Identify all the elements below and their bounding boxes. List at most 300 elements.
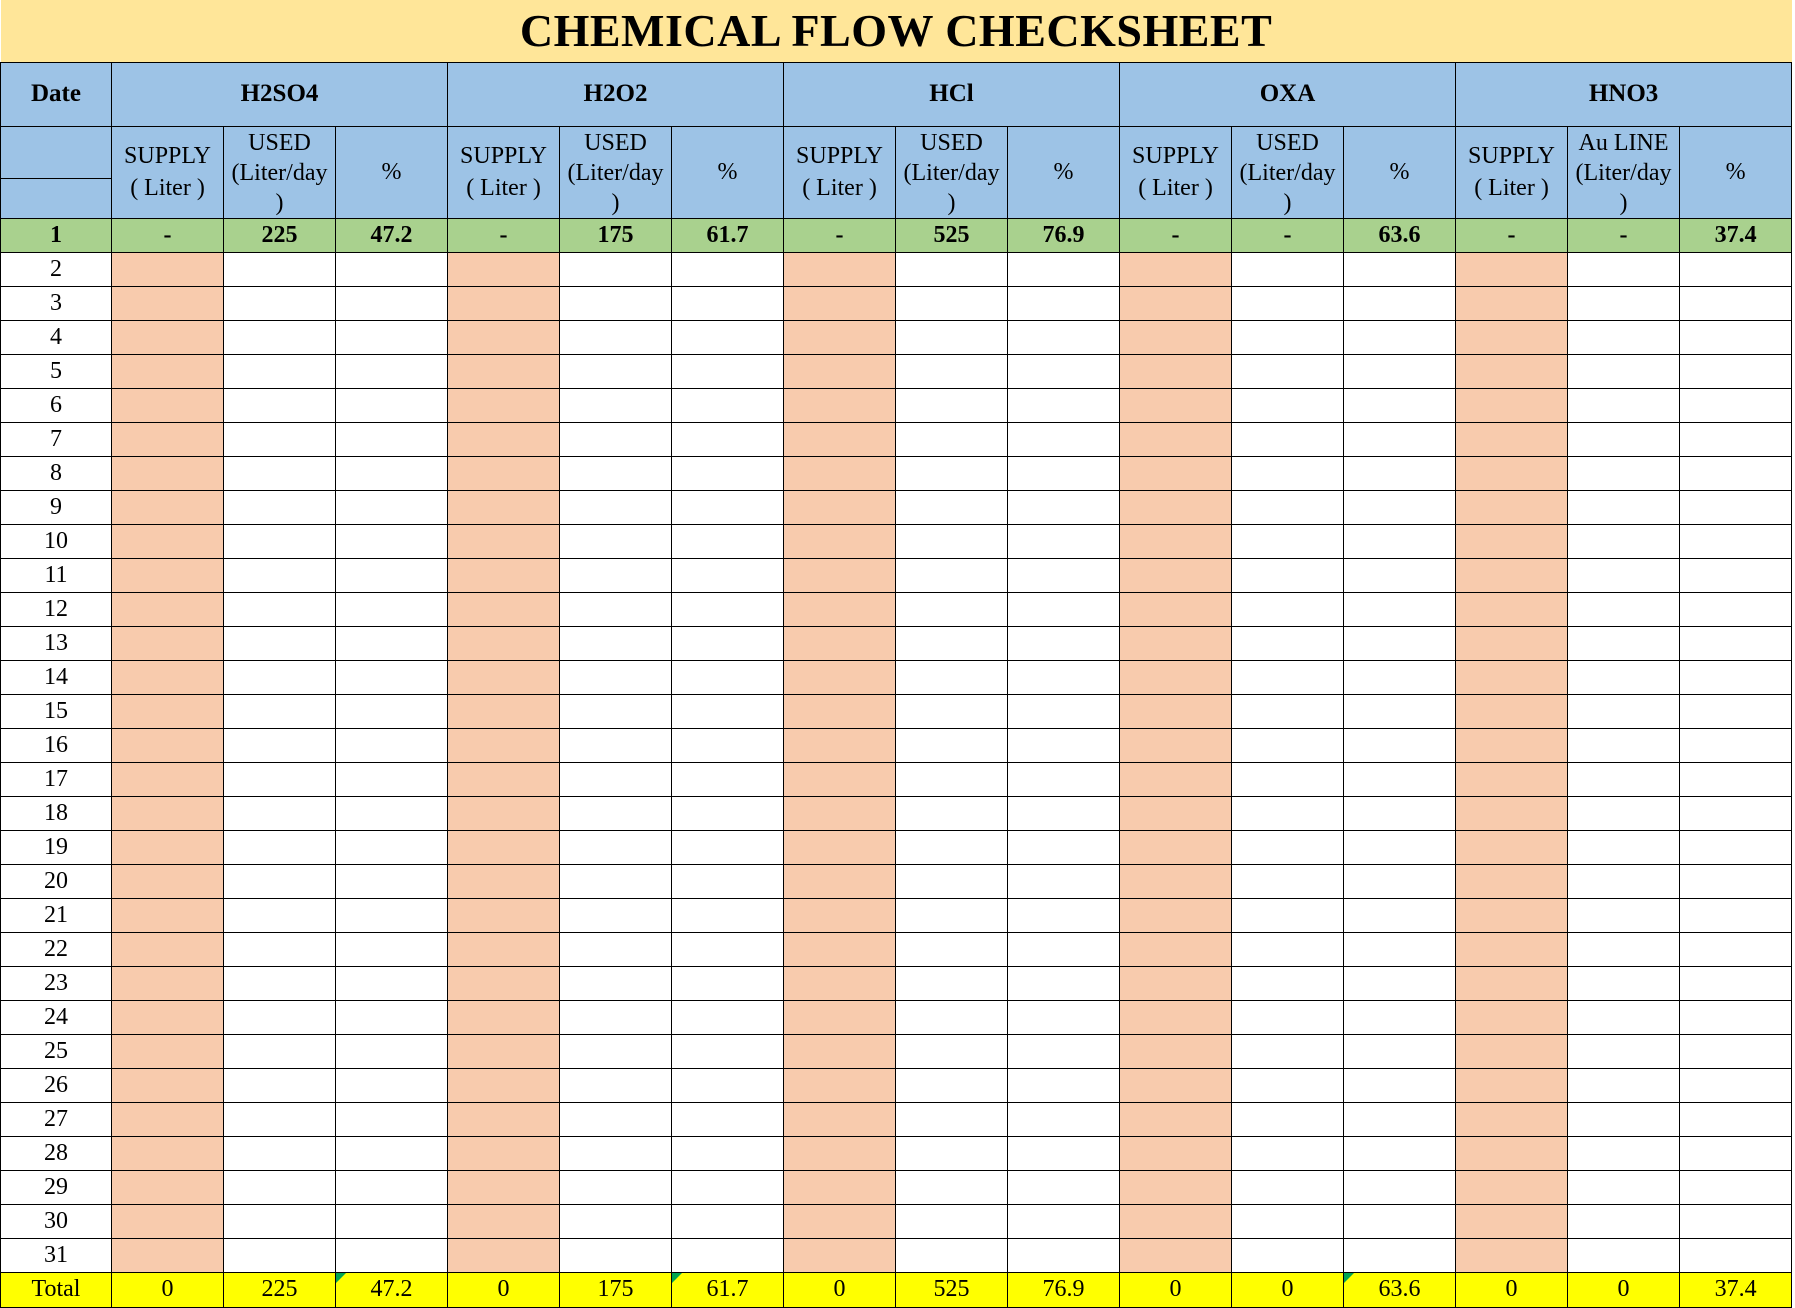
data-input-cell[interactable]	[224, 1204, 336, 1238]
data-input-cell[interactable]	[224, 626, 336, 660]
data-input-cell[interactable]	[1680, 422, 1792, 456]
supply-input-cell[interactable]	[1120, 320, 1232, 354]
supply-input-cell[interactable]	[1456, 524, 1568, 558]
data-input-cell[interactable]	[336, 796, 448, 830]
data-input-cell[interactable]	[1680, 660, 1792, 694]
supply-input-cell[interactable]	[448, 864, 560, 898]
supply-input-cell[interactable]	[112, 728, 224, 762]
supply-input-cell[interactable]	[1456, 388, 1568, 422]
supply-input-cell[interactable]	[784, 1238, 896, 1272]
supply-input-cell[interactable]	[1120, 626, 1232, 660]
data-input-cell[interactable]	[1008, 252, 1120, 286]
data-input-cell[interactable]	[1568, 1000, 1680, 1034]
supply-input-cell[interactable]	[1120, 796, 1232, 830]
data-input-cell[interactable]	[1344, 558, 1456, 592]
supply-input-cell[interactable]	[1456, 932, 1568, 966]
total-cell[interactable]	[1008, 1272, 1120, 1307]
data-input-cell[interactable]	[1232, 286, 1344, 320]
supply-input-cell[interactable]	[1120, 1034, 1232, 1068]
data-input-cell[interactable]	[672, 830, 784, 864]
supply-input-cell[interactable]	[112, 898, 224, 932]
data-input-cell[interactable]	[896, 456, 1008, 490]
supply-input-cell[interactable]	[1120, 1000, 1232, 1034]
data-input-cell[interactable]	[1568, 864, 1680, 898]
data-input-cell[interactable]	[1680, 456, 1792, 490]
data-input-cell[interactable]	[336, 966, 448, 1000]
supply-input-cell[interactable]	[1120, 966, 1232, 1000]
data-input-cell[interactable]	[1680, 286, 1792, 320]
data-input-cell[interactable]	[1008, 1068, 1120, 1102]
data-input-cell[interactable]	[1568, 524, 1680, 558]
data-input-cell[interactable]	[224, 762, 336, 796]
data-input-cell[interactable]	[672, 660, 784, 694]
total-cell[interactable]	[112, 1272, 224, 1307]
data-input-cell[interactable]	[1008, 830, 1120, 864]
data-input-cell[interactable]	[1680, 966, 1792, 1000]
data-input-cell[interactable]	[1680, 354, 1792, 388]
data-input-cell[interactable]	[224, 660, 336, 694]
supply-input-cell[interactable]	[448, 456, 560, 490]
data-input-cell[interactable]	[896, 966, 1008, 1000]
data-input-cell[interactable]	[336, 728, 448, 762]
supply-input-cell[interactable]	[112, 1204, 224, 1238]
data-input-cell[interactable]	[560, 1102, 672, 1136]
supply-input-cell[interactable]	[112, 796, 224, 830]
supply-input-cell[interactable]	[112, 762, 224, 796]
data-input-cell[interactable]	[1344, 762, 1456, 796]
data-input-cell[interactable]	[1680, 592, 1792, 626]
supply-input-cell[interactable]	[448, 1238, 560, 1272]
supply-input-cell[interactable]	[1456, 286, 1568, 320]
data-input-cell[interactable]	[560, 796, 672, 830]
data-input-cell[interactable]	[1008, 660, 1120, 694]
data-input-cell[interactable]	[896, 1034, 1008, 1068]
data-input-cell[interactable]	[224, 1102, 336, 1136]
supply-input-cell[interactable]	[112, 354, 224, 388]
data-input-cell[interactable]	[560, 1170, 672, 1204]
supply-input-cell[interactable]	[1120, 422, 1232, 456]
data-input-cell[interactable]	[896, 660, 1008, 694]
supply-input-cell[interactable]	[1120, 1068, 1232, 1102]
supply-input-cell[interactable]	[448, 1136, 560, 1170]
data-input-cell[interactable]	[336, 830, 448, 864]
data-input-cell[interactable]	[1008, 422, 1120, 456]
data-input-cell[interactable]	[224, 252, 336, 286]
data-input-cell[interactable]	[1232, 694, 1344, 728]
data-input-cell[interactable]	[896, 694, 1008, 728]
supply-input-cell[interactable]	[1120, 1204, 1232, 1238]
data-input-cell[interactable]	[1680, 864, 1792, 898]
total-cell[interactable]	[1456, 1272, 1568, 1307]
data-input-cell[interactable]	[1680, 1170, 1792, 1204]
data-input-cell[interactable]	[1232, 898, 1344, 932]
data-input-cell[interactable]	[224, 592, 336, 626]
data-input-cell[interactable]	[896, 490, 1008, 524]
data-input-cell[interactable]	[672, 422, 784, 456]
data-input-cell[interactable]	[560, 592, 672, 626]
data-input-cell[interactable]	[896, 558, 1008, 592]
data-input-cell[interactable]	[1008, 1238, 1120, 1272]
data-input-cell[interactable]	[896, 796, 1008, 830]
data-input-cell[interactable]	[1344, 524, 1456, 558]
data-input-cell[interactable]	[672, 490, 784, 524]
supply-input-cell[interactable]	[1120, 592, 1232, 626]
data-input-cell[interactable]	[560, 422, 672, 456]
data-input-cell[interactable]	[336, 864, 448, 898]
data-input-cell[interactable]	[224, 898, 336, 932]
data-input-cell[interactable]	[1232, 1034, 1344, 1068]
supply-input-cell[interactable]	[784, 1034, 896, 1068]
data-input-cell[interactable]	[224, 1170, 336, 1204]
data-input-cell[interactable]	[672, 1034, 784, 1068]
data-input-cell[interactable]	[560, 252, 672, 286]
data-input-cell[interactable]	[336, 898, 448, 932]
supply-input-cell[interactable]	[448, 660, 560, 694]
data-input-cell[interactable]	[1680, 762, 1792, 796]
supply-input-cell[interactable]	[112, 286, 224, 320]
data-input-cell[interactable]	[336, 252, 448, 286]
supply-input-cell[interactable]	[1120, 830, 1232, 864]
data-input-cell[interactable]	[1568, 626, 1680, 660]
supply-input-cell[interactable]	[1120, 864, 1232, 898]
data-input-cell[interactable]	[672, 966, 784, 1000]
data-cell[interactable]: 37.4	[1680, 218, 1792, 252]
supply-input-cell[interactable]	[448, 422, 560, 456]
data-input-cell[interactable]	[672, 762, 784, 796]
data-input-cell[interactable]	[1568, 286, 1680, 320]
data-input-cell[interactable]	[560, 898, 672, 932]
data-input-cell[interactable]	[672, 796, 784, 830]
supply-input-cell[interactable]	[1120, 558, 1232, 592]
data-input-cell[interactable]	[1344, 1136, 1456, 1170]
supply-input-cell[interactable]	[1456, 762, 1568, 796]
data-input-cell[interactable]	[560, 320, 672, 354]
data-input-cell[interactable]	[224, 1238, 336, 1272]
supply-input-cell[interactable]	[784, 286, 896, 320]
supply-input-cell[interactable]	[448, 1102, 560, 1136]
supply-input-cell[interactable]	[112, 252, 224, 286]
data-input-cell[interactable]	[560, 456, 672, 490]
data-input-cell[interactable]	[336, 524, 448, 558]
supply-input-cell[interactable]	[1456, 320, 1568, 354]
data-input-cell[interactable]	[1232, 1238, 1344, 1272]
supply-input-cell[interactable]	[448, 490, 560, 524]
data-input-cell[interactable]	[1232, 1136, 1344, 1170]
data-input-cell[interactable]	[1008, 1170, 1120, 1204]
data-input-cell[interactable]	[224, 422, 336, 456]
data-input-cell[interactable]	[672, 1204, 784, 1238]
supply-input-cell[interactable]	[1120, 286, 1232, 320]
supply-input-cell[interactable]	[784, 354, 896, 388]
data-input-cell[interactable]	[672, 932, 784, 966]
data-input-cell[interactable]	[1568, 1034, 1680, 1068]
data-input-cell[interactable]	[672, 694, 784, 728]
data-input-cell[interactable]	[672, 1238, 784, 1272]
data-input-cell[interactable]	[1232, 252, 1344, 286]
supply-input-cell[interactable]	[784, 1000, 896, 1034]
data-input-cell[interactable]	[336, 1238, 448, 1272]
data-cell[interactable]: -	[1456, 218, 1568, 252]
data-input-cell[interactable]	[1680, 1000, 1792, 1034]
data-input-cell[interactable]	[1232, 422, 1344, 456]
supply-input-cell[interactable]	[1456, 830, 1568, 864]
data-input-cell[interactable]	[1008, 388, 1120, 422]
total-cell[interactable]	[448, 1272, 560, 1307]
data-input-cell[interactable]	[1680, 490, 1792, 524]
supply-input-cell[interactable]	[448, 762, 560, 796]
data-input-cell[interactable]	[1008, 864, 1120, 898]
data-input-cell[interactable]	[1568, 558, 1680, 592]
data-input-cell[interactable]	[1232, 932, 1344, 966]
data-input-cell[interactable]	[1568, 796, 1680, 830]
data-input-cell[interactable]	[896, 830, 1008, 864]
data-input-cell[interactable]	[1568, 660, 1680, 694]
data-input-cell[interactable]	[1680, 388, 1792, 422]
data-input-cell[interactable]	[560, 1136, 672, 1170]
supply-input-cell[interactable]	[112, 626, 224, 660]
data-input-cell[interactable]	[1232, 1204, 1344, 1238]
data-input-cell[interactable]	[1344, 728, 1456, 762]
data-input-cell[interactable]	[1008, 1000, 1120, 1034]
data-input-cell[interactable]	[560, 660, 672, 694]
data-input-cell[interactable]	[1568, 694, 1680, 728]
data-input-cell[interactable]	[1568, 490, 1680, 524]
data-input-cell[interactable]	[1680, 1102, 1792, 1136]
data-input-cell[interactable]	[1344, 354, 1456, 388]
data-input-cell[interactable]	[560, 830, 672, 864]
supply-input-cell[interactable]	[1120, 354, 1232, 388]
data-input-cell[interactable]	[1344, 898, 1456, 932]
data-input-cell[interactable]	[560, 354, 672, 388]
data-input-cell[interactable]	[224, 864, 336, 898]
supply-input-cell[interactable]	[1456, 966, 1568, 1000]
supply-input-cell[interactable]	[112, 1170, 224, 1204]
supply-input-cell[interactable]	[112, 830, 224, 864]
data-input-cell[interactable]	[672, 354, 784, 388]
supply-input-cell[interactable]	[1120, 490, 1232, 524]
data-input-cell[interactable]	[1568, 1204, 1680, 1238]
data-input-cell[interactable]	[1568, 388, 1680, 422]
supply-input-cell[interactable]	[784, 660, 896, 694]
data-input-cell[interactable]	[336, 660, 448, 694]
data-input-cell[interactable]	[1008, 286, 1120, 320]
supply-input-cell[interactable]	[784, 728, 896, 762]
supply-input-cell[interactable]	[448, 966, 560, 1000]
data-input-cell[interactable]	[1680, 1068, 1792, 1102]
data-input-cell[interactable]	[560, 694, 672, 728]
supply-input-cell[interactable]	[112, 932, 224, 966]
supply-input-cell[interactable]	[1456, 1238, 1568, 1272]
data-input-cell[interactable]	[1008, 1102, 1120, 1136]
supply-input-cell[interactable]	[1120, 456, 1232, 490]
data-input-cell[interactable]	[224, 388, 336, 422]
supply-input-cell[interactable]	[1120, 1102, 1232, 1136]
data-cell[interactable]: 175	[560, 218, 672, 252]
data-input-cell[interactable]	[1568, 592, 1680, 626]
data-input-cell[interactable]	[1008, 524, 1120, 558]
data-input-cell[interactable]	[1344, 660, 1456, 694]
data-input-cell[interactable]	[224, 558, 336, 592]
data-input-cell[interactable]	[336, 1000, 448, 1034]
data-input-cell[interactable]	[1344, 490, 1456, 524]
data-input-cell[interactable]	[896, 1102, 1008, 1136]
data-input-cell[interactable]	[1568, 1238, 1680, 1272]
data-input-cell[interactable]	[1344, 1034, 1456, 1068]
data-cell[interactable]: 76.9	[1008, 218, 1120, 252]
data-cell[interactable]: -	[1232, 218, 1344, 252]
supply-input-cell[interactable]	[1456, 490, 1568, 524]
data-input-cell[interactable]	[672, 1170, 784, 1204]
data-input-cell[interactable]	[672, 1102, 784, 1136]
data-input-cell[interactable]	[224, 354, 336, 388]
supply-input-cell[interactable]	[448, 898, 560, 932]
data-input-cell[interactable]	[1344, 286, 1456, 320]
total-cell[interactable]	[1568, 1272, 1680, 1307]
data-input-cell[interactable]	[1008, 762, 1120, 796]
supply-input-cell[interactable]	[1120, 762, 1232, 796]
data-input-cell[interactable]	[1680, 796, 1792, 830]
data-input-cell[interactable]	[1568, 932, 1680, 966]
data-input-cell[interactable]	[224, 966, 336, 1000]
supply-input-cell[interactable]	[448, 354, 560, 388]
data-input-cell[interactable]	[1008, 796, 1120, 830]
supply-input-cell[interactable]	[448, 558, 560, 592]
data-input-cell[interactable]	[1344, 1204, 1456, 1238]
supply-input-cell[interactable]	[784, 388, 896, 422]
supply-input-cell[interactable]	[448, 592, 560, 626]
supply-input-cell[interactable]	[448, 1068, 560, 1102]
data-input-cell[interactable]	[1344, 864, 1456, 898]
supply-input-cell[interactable]	[448, 1000, 560, 1034]
data-input-cell[interactable]	[560, 388, 672, 422]
supply-input-cell[interactable]	[112, 864, 224, 898]
data-input-cell[interactable]	[224, 796, 336, 830]
supply-input-cell[interactable]	[1120, 660, 1232, 694]
data-input-cell[interactable]	[1568, 456, 1680, 490]
data-input-cell[interactable]	[1568, 354, 1680, 388]
data-input-cell[interactable]	[1568, 728, 1680, 762]
supply-input-cell[interactable]	[784, 456, 896, 490]
data-input-cell[interactable]	[224, 490, 336, 524]
supply-input-cell[interactable]	[784, 932, 896, 966]
data-input-cell[interactable]	[1232, 966, 1344, 1000]
data-cell[interactable]: -	[784, 218, 896, 252]
supply-input-cell[interactable]	[448, 626, 560, 660]
data-input-cell[interactable]	[1232, 354, 1344, 388]
supply-input-cell[interactable]	[1120, 932, 1232, 966]
supply-input-cell[interactable]	[1456, 898, 1568, 932]
data-input-cell[interactable]	[896, 422, 1008, 456]
data-input-cell[interactable]	[1008, 728, 1120, 762]
data-input-cell[interactable]	[1680, 558, 1792, 592]
supply-input-cell[interactable]	[112, 966, 224, 1000]
supply-input-cell[interactable]	[784, 796, 896, 830]
total-cell[interactable]	[672, 1272, 784, 1307]
data-input-cell[interactable]	[1008, 1034, 1120, 1068]
data-input-cell[interactable]	[672, 1068, 784, 1102]
data-input-cell[interactable]	[1232, 796, 1344, 830]
supply-input-cell[interactable]	[784, 898, 896, 932]
data-input-cell[interactable]	[1568, 422, 1680, 456]
data-input-cell[interactable]	[896, 864, 1008, 898]
supply-input-cell[interactable]	[784, 558, 896, 592]
data-input-cell[interactable]	[560, 864, 672, 898]
supply-input-cell[interactable]	[784, 762, 896, 796]
data-cell[interactable]: 63.6	[1344, 218, 1456, 252]
data-input-cell[interactable]	[1344, 1238, 1456, 1272]
supply-input-cell[interactable]	[1120, 1170, 1232, 1204]
data-input-cell[interactable]	[336, 694, 448, 728]
total-cell[interactable]	[1344, 1272, 1456, 1307]
supply-input-cell[interactable]	[112, 320, 224, 354]
data-input-cell[interactable]	[672, 456, 784, 490]
data-input-cell[interactable]	[336, 558, 448, 592]
data-input-cell[interactable]	[336, 932, 448, 966]
data-input-cell[interactable]	[1680, 728, 1792, 762]
data-input-cell[interactable]	[1008, 558, 1120, 592]
data-input-cell[interactable]	[1232, 524, 1344, 558]
total-cell[interactable]	[560, 1272, 672, 1307]
supply-input-cell[interactable]	[784, 422, 896, 456]
data-input-cell[interactable]	[336, 592, 448, 626]
data-input-cell[interactable]	[1232, 1068, 1344, 1102]
data-input-cell[interactable]	[1008, 592, 1120, 626]
supply-input-cell[interactable]	[1456, 592, 1568, 626]
supply-input-cell[interactable]	[784, 830, 896, 864]
data-input-cell[interactable]	[1008, 456, 1120, 490]
supply-input-cell[interactable]	[1456, 1034, 1568, 1068]
data-input-cell[interactable]	[560, 1034, 672, 1068]
data-cell[interactable]: -	[112, 218, 224, 252]
total-cell[interactable]	[1120, 1272, 1232, 1307]
supply-input-cell[interactable]	[1456, 1136, 1568, 1170]
supply-input-cell[interactable]	[1456, 728, 1568, 762]
data-input-cell[interactable]	[896, 898, 1008, 932]
data-input-cell[interactable]	[560, 1204, 672, 1238]
data-input-cell[interactable]	[1008, 320, 1120, 354]
data-input-cell[interactable]	[1232, 456, 1344, 490]
data-input-cell[interactable]	[1344, 830, 1456, 864]
data-input-cell[interactable]	[1232, 762, 1344, 796]
data-input-cell[interactable]	[896, 1000, 1008, 1034]
data-input-cell[interactable]	[896, 626, 1008, 660]
data-input-cell[interactable]	[1344, 1000, 1456, 1034]
data-input-cell[interactable]	[336, 422, 448, 456]
data-input-cell[interactable]	[224, 830, 336, 864]
supply-input-cell[interactable]	[1456, 422, 1568, 456]
data-input-cell[interactable]	[1344, 388, 1456, 422]
supply-input-cell[interactable]	[784, 252, 896, 286]
supply-input-cell[interactable]	[1456, 1000, 1568, 1034]
data-input-cell[interactable]	[1008, 932, 1120, 966]
data-input-cell[interactable]	[1680, 830, 1792, 864]
supply-input-cell[interactable]	[1456, 1068, 1568, 1102]
data-input-cell[interactable]	[1568, 1136, 1680, 1170]
data-input-cell[interactable]	[336, 354, 448, 388]
supply-input-cell[interactable]	[112, 490, 224, 524]
supply-input-cell[interactable]	[1120, 388, 1232, 422]
data-input-cell[interactable]	[672, 728, 784, 762]
data-input-cell[interactable]	[896, 524, 1008, 558]
data-input-cell[interactable]	[224, 1068, 336, 1102]
data-input-cell[interactable]	[224, 286, 336, 320]
data-input-cell[interactable]	[672, 524, 784, 558]
total-cell[interactable]	[336, 1272, 448, 1307]
supply-input-cell[interactable]	[448, 932, 560, 966]
data-input-cell[interactable]	[336, 456, 448, 490]
data-input-cell[interactable]	[1680, 1136, 1792, 1170]
data-input-cell[interactable]	[672, 320, 784, 354]
